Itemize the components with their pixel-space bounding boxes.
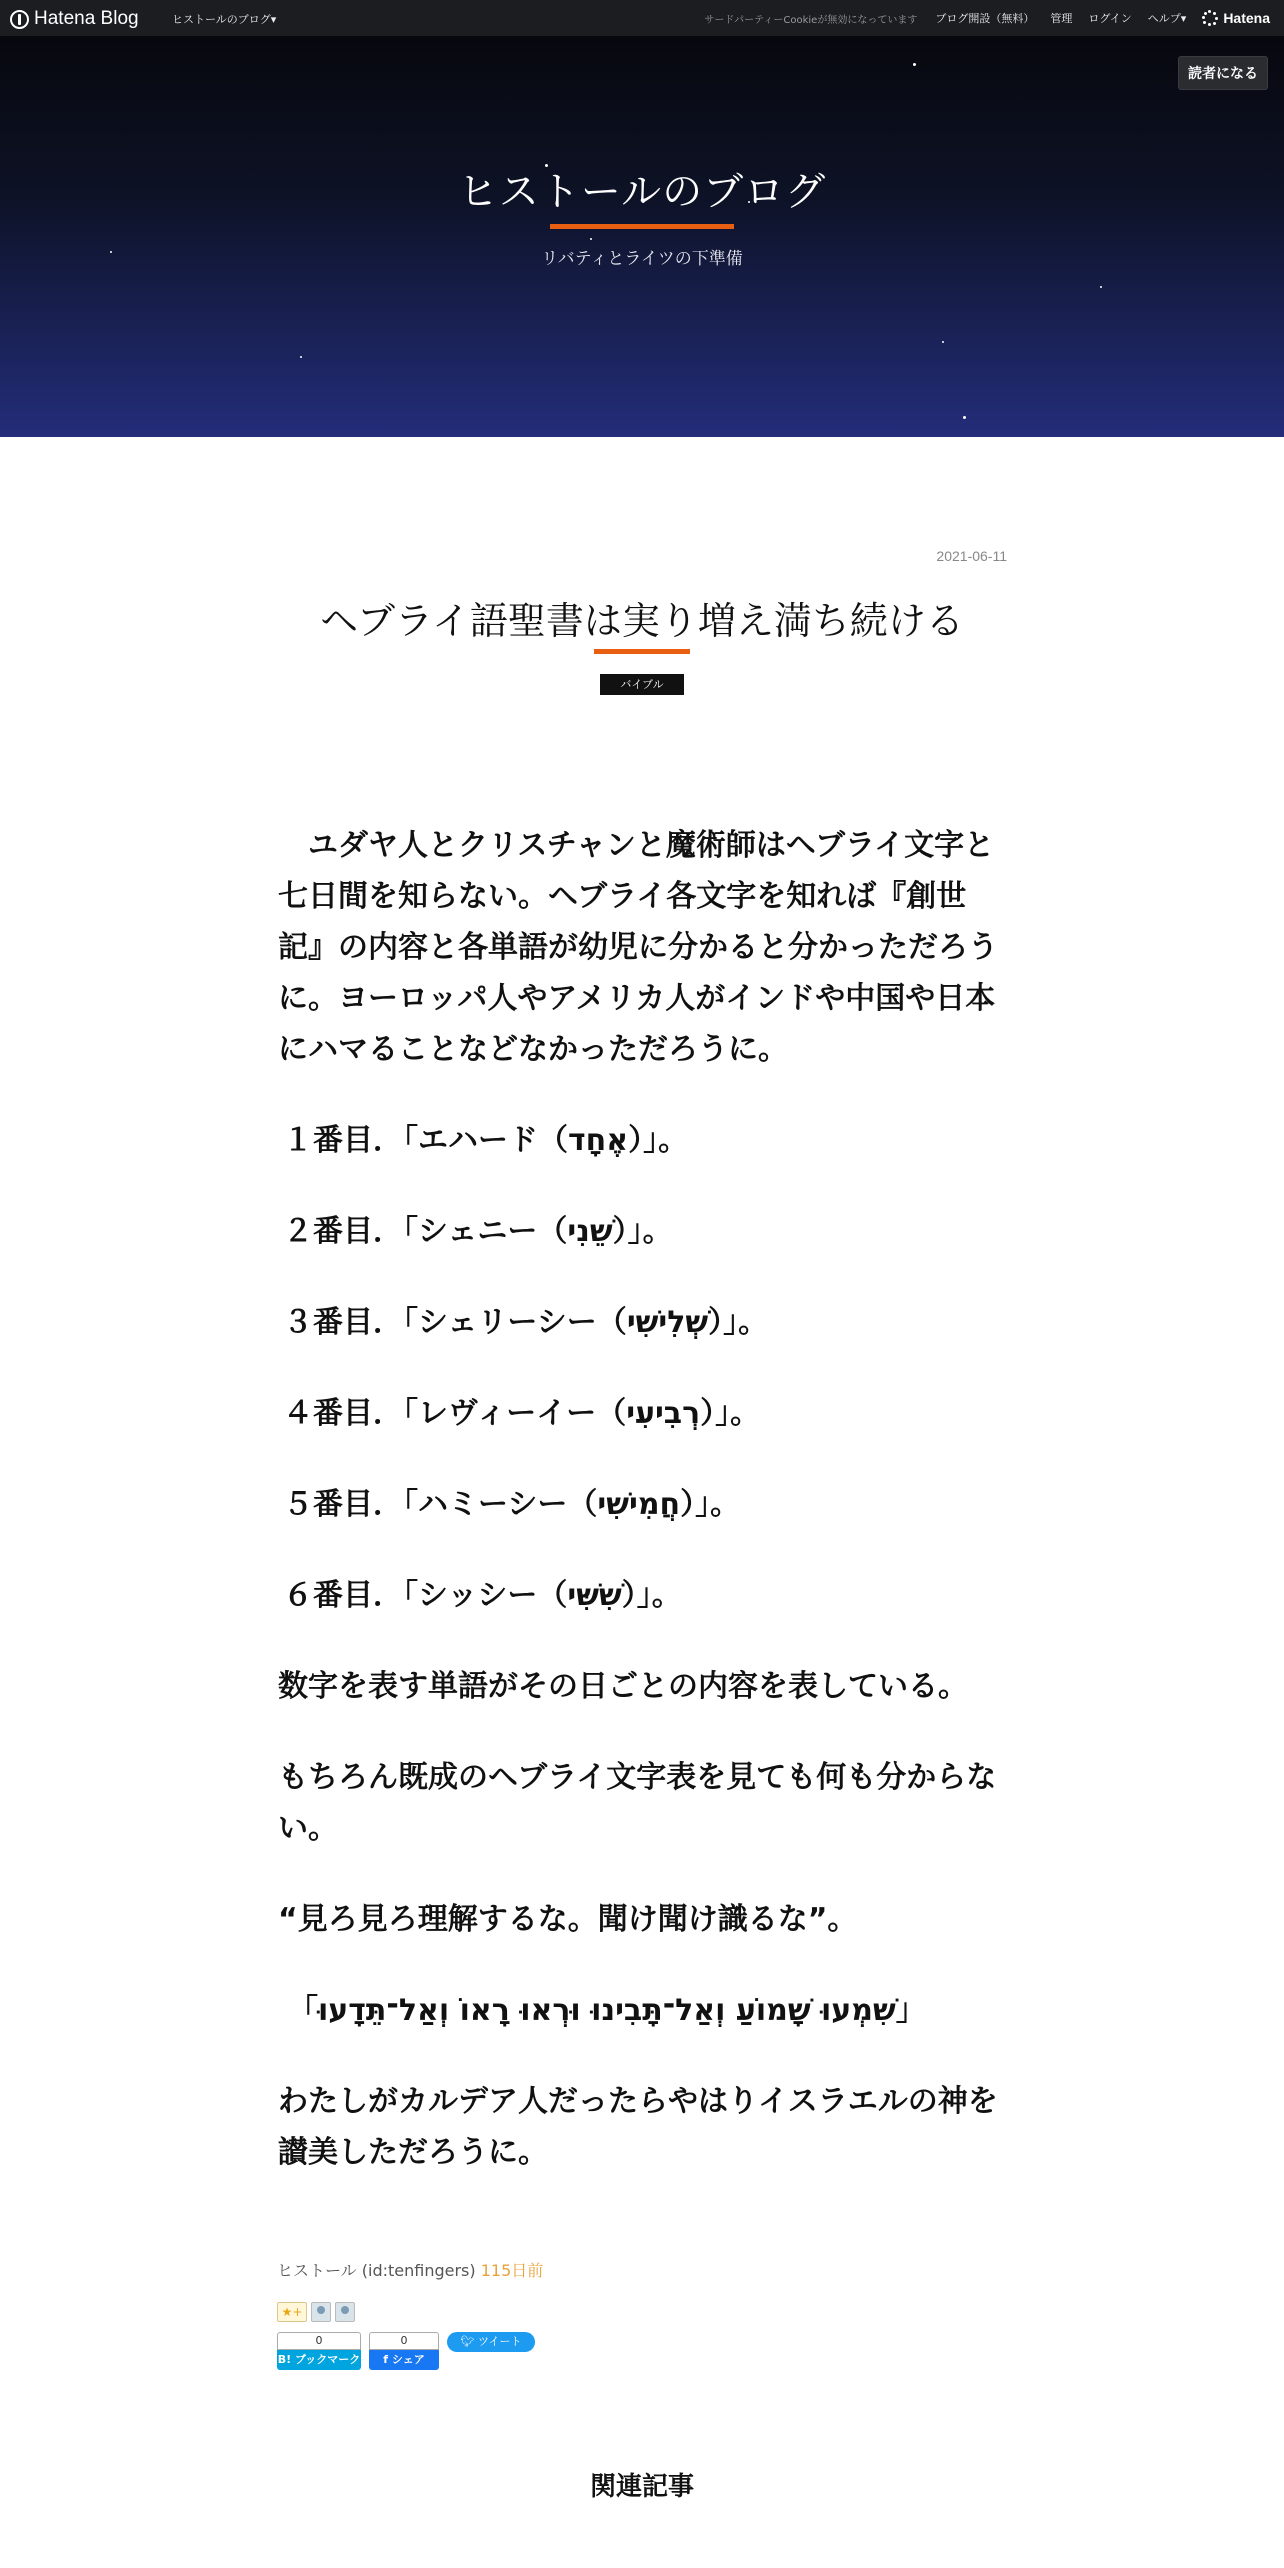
share-buttons [277, 2332, 535, 2372]
hatebu-button[interactable] [277, 2332, 361, 2372]
lead-paragraph: ユダヤ人とクリスチャンと魔術師はヘブライ文字と七日間を知らない。ヘブライ各文字を知れば『創世記』の内容と各単語が幼児に分かると分かっただろうに。ヨーロッパ人やアメリカ人がインドや中国や日本にハマることなどなかっただろうに。 [278, 828, 998, 1067]
blog-menu[interactable]: ヒストールのブログ▾ [172, 13, 277, 26]
subscribe-button[interactable]: 読者になる [1178, 56, 1268, 90]
header-star [963, 416, 966, 419]
header-star [1100, 286, 1102, 288]
tweet-label: ツイート [478, 2335, 522, 2348]
login-link[interactable]: ログイン [1088, 12, 1132, 25]
entry-title[interactable]: ヘブライ語聖書は実り増え満ち続ける [320, 599, 964, 643]
global-header-right [704, 0, 1284, 36]
list-item: ６番目．「シッシー（שִׁשִּׁי）」。 [283, 1578, 682, 1613]
global-header [0, 0, 1284, 36]
help-menu[interactable]: ヘルプ▾ [1147, 12, 1187, 25]
star-user-avatar-icon[interactable] [311, 2302, 331, 2322]
add-star-button[interactable]: ★+ [277, 2302, 307, 2322]
paragraph: “見ろ見ろ理解するな。聞け聞け識るな”。 [278, 1902, 858, 1937]
hatena-dots-icon [1202, 10, 1218, 26]
facebook-label: f シェア [369, 2350, 439, 2370]
hebrew-quote: 「שִׁמְעוּ שָׁמוֹעַ וְאַל־תָּבִינוּ וּרְאוּ רָאוֹ וְאַל־תֵּדָעוּ」 [288, 1993, 926, 2028]
list-item: ４番目．「レヴィーイー（רְבִיעִי）」。 [283, 1396, 761, 1431]
hatena-star-area [277, 2302, 355, 2322]
header-star [590, 238, 592, 240]
tweet-button[interactable] [447, 2332, 535, 2352]
list-item: ３番目．「シェリーシー（שְׁלִישִׁי）」。 [283, 1305, 769, 1340]
blog-description: リバティとライツの下準備 [541, 249, 743, 269]
facebook-count: 0 [369, 2332, 439, 2350]
header-star [300, 356, 302, 358]
list-item: ２番目．「シェニー（שֵׁנִי）」。 [283, 1214, 673, 1249]
entry-date[interactable]: 2021-06-11 [936, 548, 1007, 564]
facebook-share-button[interactable] [369, 2332, 439, 2372]
paragraph: わたしがカルデア人だったらやはりイスラエルの神を讃美しただろうに。 [278, 2084, 998, 2170]
header-star [913, 63, 916, 66]
related-entries-title: 関連記事 [589, 2472, 694, 2502]
category-tag[interactable]: バイブル [600, 674, 684, 695]
entry-content [278, 820, 1006, 2218]
blog-title-underline [550, 224, 734, 229]
paragraph: 数字を表す単語がその日ごとの内容を表している。 [278, 1669, 968, 1704]
hatebu-label: B! ブックマーク [277, 2350, 361, 2370]
hatena-blog-logo-icon [10, 10, 29, 29]
open-blog-link[interactable]: ブログ開設（無料） [935, 12, 1035, 25]
author-link[interactable]: ヒストール (id:tenfingers) [277, 2261, 476, 2280]
blog-header [0, 36, 1284, 437]
hatena-blog-logo[interactable] [10, 8, 139, 30]
list-item: １番目．「エハード（אֶחָד）」。 [283, 1123, 689, 1158]
header-star [942, 341, 944, 343]
blog-title[interactable]: ヒストールのブログ [457, 169, 827, 215]
admin-link[interactable]: 管理 [1050, 12, 1073, 25]
entry-title-underline [594, 649, 690, 654]
logo-text: Hatena Blog [34, 8, 139, 29]
twitter-bird-icon: 🐦︎ [460, 2335, 475, 2348]
entry-age[interactable]: 115日前 [480, 2261, 544, 2280]
hatena-menu[interactable] [1202, 10, 1270, 26]
hatebu-count: 0 [277, 2332, 361, 2350]
list-item: ５番目．「ハミーシー（חֲמִישִׁי）」。 [283, 1487, 741, 1522]
hatena-label: Hatena [1223, 10, 1270, 26]
star-user-avatar-icon[interactable] [335, 2302, 355, 2322]
paragraph: もちろん既成のヘブライ文字表を見ても何も分からない。 [278, 1760, 997, 1846]
author-line [277, 2258, 543, 2281]
cookie-notice: サードパーティーCookieが無効になっています [704, 14, 918, 26]
